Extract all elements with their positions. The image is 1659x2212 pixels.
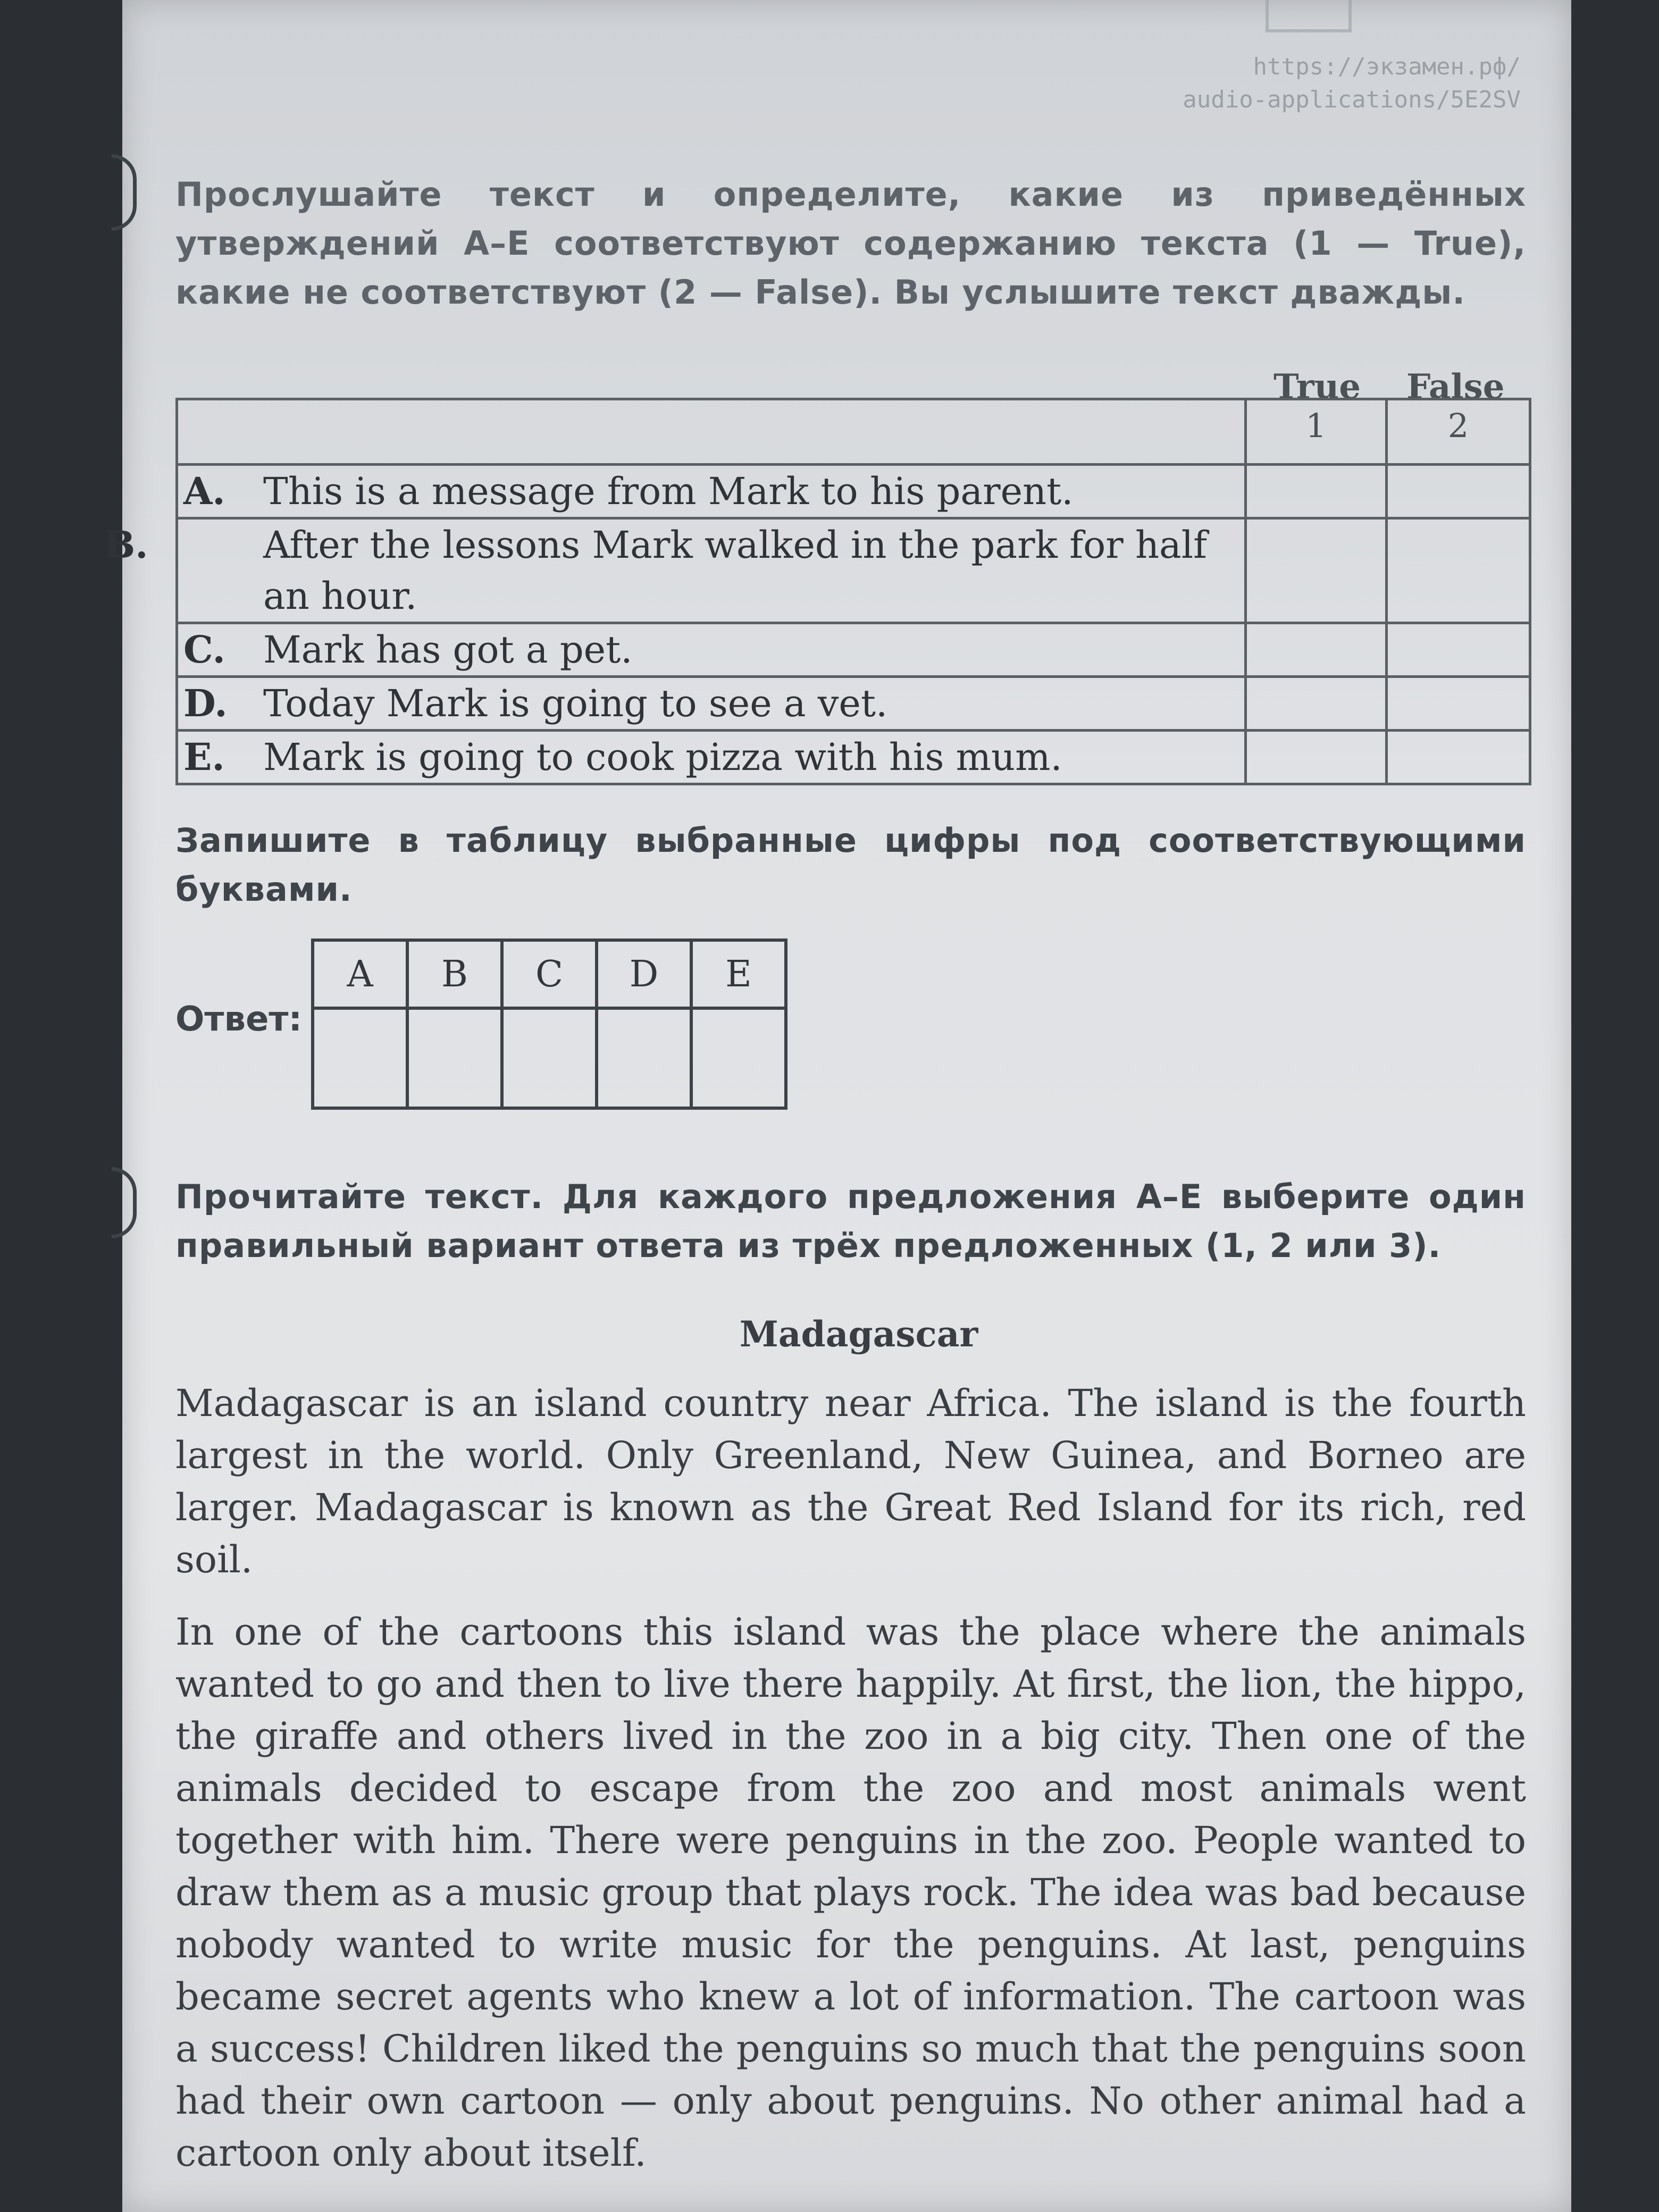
text-paragraph: Madagascar is an island country near Africa. The island is the fourth largest in the world. Only Greenland, New Guinea, and Borneo are larger. Madagascar is known as the Great Red Island for its rich, red soil. xyxy=(175,1381,1526,1581)
statement-letter: C. xyxy=(183,627,225,672)
answer-cell-b[interactable] xyxy=(407,1008,502,1108)
table-row xyxy=(177,465,1530,518)
statement-text: Mark is going to cook pizza with his mum. xyxy=(263,735,1062,779)
false-cell[interactable] xyxy=(1387,518,1530,623)
num-true: 1 xyxy=(1246,399,1387,465)
true-cell[interactable] xyxy=(1246,731,1387,784)
statement-text: After the lessons Mark walked in the park for half an hour. xyxy=(263,523,1208,618)
task2-instruction: Прочитайте текст. Для каждого предложения A–E выберите один правильный вариант ответа из трёх предложенных (1, 2 или 3). xyxy=(175,1177,1526,1265)
url-line-2: audio-applications/5E2SV xyxy=(1183,86,1521,113)
answer-col-a: A xyxy=(313,940,407,1008)
publisher-logo-icon xyxy=(1266,0,1352,32)
answer-cell-a[interactable] xyxy=(313,1008,407,1108)
answer-header-row xyxy=(313,940,786,1008)
statement-text: Today Mark is going to see a vet. xyxy=(263,682,888,725)
true-cell[interactable] xyxy=(1246,623,1387,677)
answer-input-row xyxy=(313,1008,786,1108)
answer-table xyxy=(311,939,787,1110)
false-cell[interactable] xyxy=(1387,623,1530,677)
num-false: 2 xyxy=(1387,399,1530,465)
answer-cell-d[interactable] xyxy=(597,1008,691,1108)
task1-instruction: Прослушайте текст и определите, какие из приведённых утверждений A–E соответствуют содержанию текста (1 — True), какие не соответствуют (2 — False). Вы услышите текст дважды. xyxy=(175,175,1526,312)
statement-text: Mark has got a pet. xyxy=(263,628,633,672)
false-cell[interactable] xyxy=(1387,677,1530,731)
table-row xyxy=(177,623,1530,677)
table-header-row xyxy=(177,399,1530,465)
answer-col-b: B xyxy=(407,940,502,1008)
false-cell[interactable] xyxy=(1387,731,1530,784)
true-cell[interactable] xyxy=(1246,518,1387,623)
answer-col-e: E xyxy=(691,940,786,1008)
true-cell[interactable] xyxy=(1246,465,1387,518)
statement-letter: A. xyxy=(183,469,225,513)
answer-label: Ответ: xyxy=(175,1000,303,1039)
col-false-label: False xyxy=(1406,367,1505,407)
text-paragraph: In one of the cartoons this island was the place where the animals wanted to go and then to live there happily. At first, the lion, the hippo, the giraffe and others lived in the zoo in a big city. Then one of the animals decided to escape from the zoo and most animals went together with him. There were penguins in the zoo. People wanted to draw them as a music group that plays rock. The idea was bad because nobody wanted to write music for the penguins. At last, penguins became secret agents who knew a lot of information. The cartoon was a success! Children liked the penguins so much that the penguins soon had their own cartoon — only about penguins. No other animal had a cartoon only about itself. xyxy=(175,1610,1526,2175)
text-title: Madagascar xyxy=(739,1313,978,1355)
col-true-label: True xyxy=(1273,367,1361,407)
false-cell[interactable] xyxy=(1387,465,1530,518)
answer-col-c: C xyxy=(502,940,597,1008)
url-line-1: https://экзамен.рф/ xyxy=(1253,53,1521,80)
answer-col-d: D xyxy=(597,940,691,1008)
table-row xyxy=(177,731,1530,784)
table-row xyxy=(177,518,1530,623)
audio-url[interactable] xyxy=(1183,51,1521,116)
statement-text: This is a message from Mark to his parent. xyxy=(263,470,1074,513)
write-instruction: Запишите в таблицу выбранные цифры под соответствующими буквами. xyxy=(175,821,1526,909)
answer-cell-c[interactable] xyxy=(502,1008,597,1108)
statement-letter: E. xyxy=(183,735,225,779)
true-cell[interactable] xyxy=(1246,677,1387,731)
answer-cell-e[interactable] xyxy=(691,1008,786,1108)
statement-letter: B. xyxy=(104,523,148,567)
statement-letter: D. xyxy=(183,681,228,725)
table-row xyxy=(177,677,1530,731)
statements-table xyxy=(104,398,1531,785)
